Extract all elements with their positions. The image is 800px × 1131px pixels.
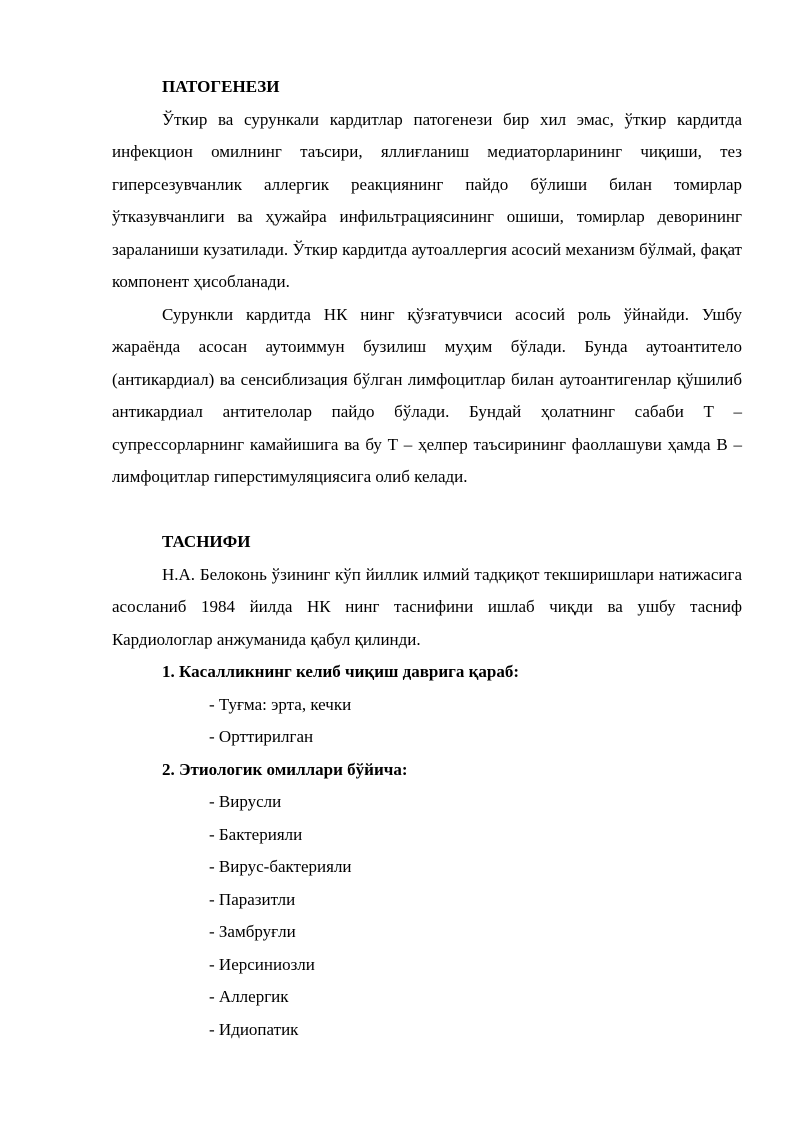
list-item: - Идиопатик: [209, 1019, 299, 1039]
list-title-origin: 1. Касалликнинг келиб чиқиш даврига қараб:: [162, 662, 520, 681]
list-title-etiology: 2. Этиологик омиллари бўйича:: [162, 759, 408, 779]
list-item: - Паразитли: [209, 889, 296, 909]
paragraph-pathogenesis-acute: Ўткир ва сурункали кардитлар патогенези бир хил эмас, ўткир кардитда инфекцион омилнинг таъсири, яллиғланиш медиаторларининг чиқиши, тез гиперсезувчанлик аллергик реакциянинг пайдо бўлиши билан томирлар ўтказувчанлиги ва ҳужайра инфильтрациясининг ошиши, томирлар деворининг зараланиши кузатилади. Ўткир кардитда аутоаллергия асосий механизм бўлмай, фақат компонент ҳисобланади.: [112, 109, 742, 291]
paragraph-classification-intro: Н.А. Белоконь ўзининг кўп йиллик илмий тадқиқот текширишлари натижасига асосланиб 1984 йилда НК нинг таснифини ишлаб чиқди ва ушбу тасниф Кардиологлар анжуманида қабул қилинди.: [112, 564, 742, 649]
list-item: - Аллергик: [209, 987, 289, 1006]
list-item: - Орттирилган: [209, 727, 314, 746]
section-heading-pathogenesis: ПАТОГЕНЕЗИ: [162, 77, 280, 96]
list-item: - Вирусли: [209, 792, 282, 811]
list-item: - Замбруғли: [209, 922, 296, 941]
list-item: - Бактерияли: [209, 824, 303, 844]
section-spacer: [112, 494, 742, 527]
document-content: [112, 71, 742, 1046]
list-item: - Вирус-бактерияли: [209, 857, 352, 876]
paragraph-pathogenesis-chronic: Сурункли кардитда НК нинг қўзғатувчиси асосий роль ўйнайди. Ушбу жараёнда асосан аутоиммун бузилиш муҳим бўлади. Бунда аутоантитело (антикардиал) ва сенсиблизация бўлган лимфоцитлар билан аутоантигенлар қўшилиб антикардиал антителолар пайдо бўлади. Бундай ҳолатнинг сабаби Т – супрессорларнинг камайишига ва бу Т – ҳелпер таъсирининг фаоллашуви ҳамда В – лимфоцитлар гиперстимуляциясига олиб келади.: [112, 304, 742, 486]
section-heading-classification: ТАСНИФИ: [162, 532, 251, 551]
list-item: - Иерсиниозли: [209, 954, 315, 974]
list-item: - Туғма: эрта, кечки: [209, 694, 352, 714]
